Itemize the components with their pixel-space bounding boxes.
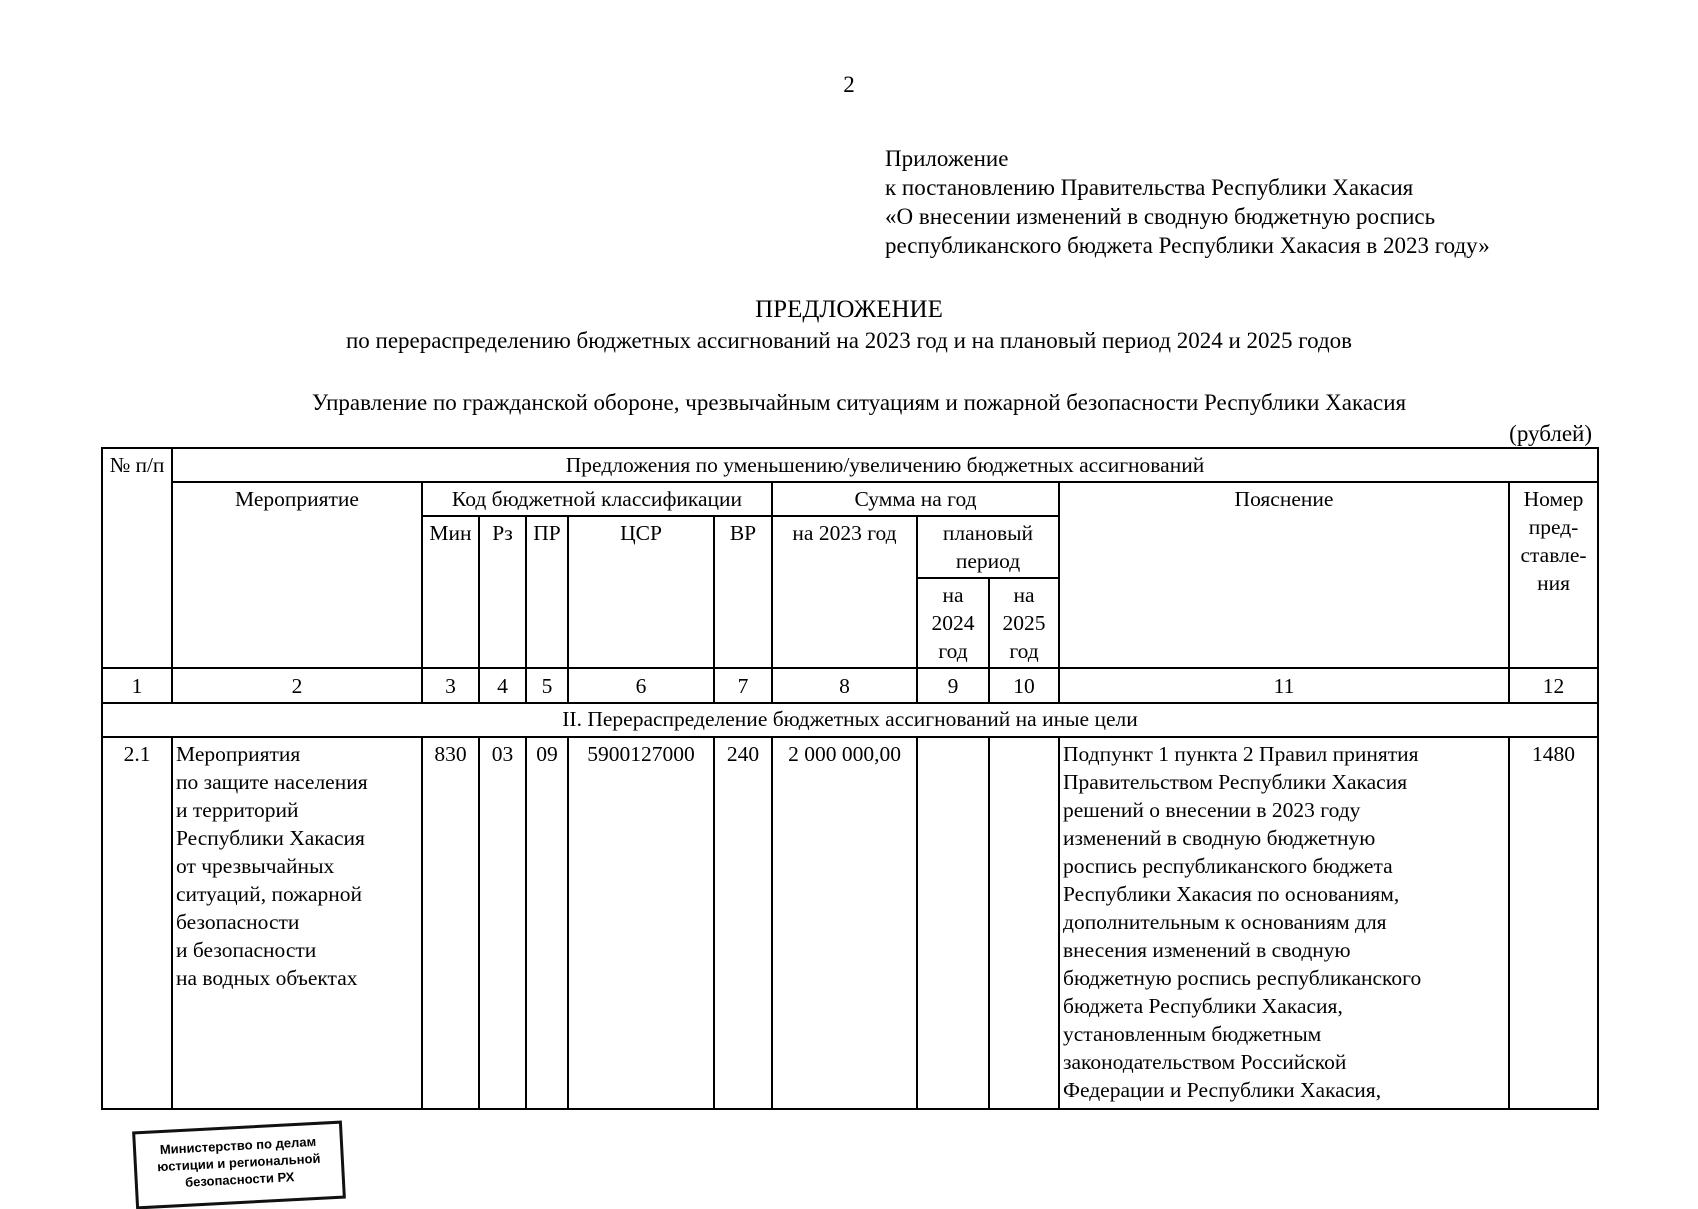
header-explanation: Пояснение (1059, 482, 1509, 668)
organization-name: Управление по гражданской обороне, чрезвычайным ситуациям и пожарной безопасности Республики Хакасия (311, 390, 1407, 415)
header-2025: на 2025 год (989, 578, 1059, 668)
header-2024: на 2024 год (917, 578, 989, 668)
header-event: Мероприятие (172, 482, 422, 668)
header-min: Мин (422, 516, 479, 668)
column-number: 7 (714, 668, 772, 703)
page-number: 2 (843, 72, 855, 97)
row-sum-2025 (989, 737, 1059, 1109)
row-number: 2.1 (102, 737, 172, 1109)
column-number: 1 (102, 668, 172, 703)
column-number: 2 (172, 668, 422, 703)
row-pr: 09 (526, 737, 568, 1109)
document-title: ПРЕДЛОЖЕНИЕ (755, 296, 943, 323)
row-min: 830 (422, 737, 479, 1109)
appendix-line: к постановлению Правительства Республики Хакасия (885, 175, 1414, 200)
row-submission-no: 1480 (1509, 737, 1598, 1109)
column-number: 5 (526, 668, 568, 703)
row-sum-2024 (917, 737, 989, 1109)
appendix-line: Приложение (885, 146, 1009, 171)
section-heading: II. Перераспределение бюджетных ассигнований на иные цели (102, 703, 1598, 737)
appendix-block (885, 144, 1490, 260)
row-vr: 240 (714, 737, 772, 1109)
header-bcc: Код бюджетной классификации (422, 482, 772, 516)
stamp-line: юстиции и региональной (156, 1150, 321, 1175)
header-proposals: Предложения по уменьшению/увеличению бюджетных ассигнований (172, 448, 1598, 482)
row-event: Мероприятия по защите населения и территорий Республики Хакасия от чрезвычайных ситуаций, пожарной безопасности и безопасности на водных объектах (172, 737, 422, 1109)
column-number: 6 (568, 668, 714, 703)
column-number: 10 (989, 668, 1059, 703)
row-explanation: Подпункт 1 пункта 2 Правил принятия Правительством Республики Хакасия решений о внесении в 2023 году изменений в сводную бюджетную роспись республиканского бюджета Республики Хакасия по основаниям, дополнительным к основаниям для внесения изменений в сводную бюджетную роспись республиканского бюджета Республики Хакасия, установленным бюджетным законодательством Российской Федерации и Республики Хакасия, (1059, 737, 1509, 1109)
stamp-line: безопасности РХ (184, 1169, 295, 1190)
column-number: 9 (917, 668, 989, 703)
stamp-line: Министерство по делам (159, 1133, 317, 1158)
header-sum: Сумма на год (772, 482, 1059, 516)
column-number: 11 (1059, 668, 1509, 703)
header-vr: ВР (714, 516, 772, 668)
column-number: 4 (479, 668, 526, 703)
document-subtitle: по перераспределению бюджетных ассигнований на 2023 год и на плановый период 2024 и 2025 годов (345, 328, 1353, 353)
header-csr: ЦСР (568, 516, 714, 668)
row-sum-2023: 2 000 000,00 (772, 737, 917, 1109)
allocation-table (101, 447, 1599, 1110)
table-row (102, 737, 1598, 1109)
column-number: 12 (1509, 668, 1598, 703)
header-no: № п/п (102, 448, 172, 668)
row-csr: 5900127000 (568, 737, 714, 1109)
header-rz: Рз (479, 516, 526, 668)
header-plan-period: плановый период (917, 516, 1059, 578)
units-label: (рублей) (1509, 421, 1592, 446)
ministry-stamp (132, 1121, 346, 1209)
column-number: 3 (422, 668, 479, 703)
appendix-line: «О внесении изменений в сводную бюджетную роспись (885, 204, 1436, 229)
appendix-line: республиканского бюджета Республики Хакасия в 2023 году» (885, 233, 1490, 258)
header-2023: на 2023 год (772, 516, 917, 668)
header-submission-no: Номер пред-ставле-ния (1509, 482, 1598, 668)
header-pr: ПР (526, 516, 568, 668)
row-rz: 03 (479, 737, 526, 1109)
column-number: 8 (772, 668, 917, 703)
